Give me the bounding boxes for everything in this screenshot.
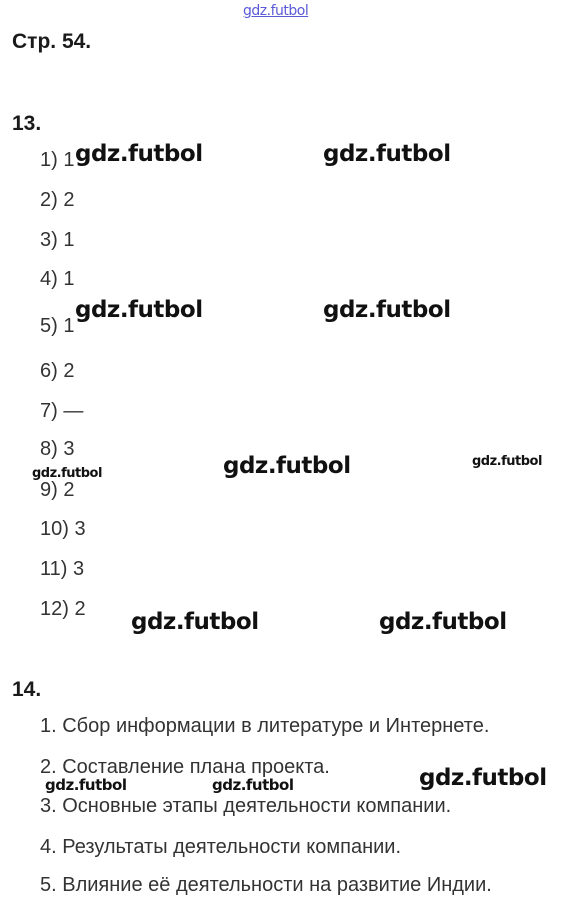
watermark: gdz.futbol bbox=[379, 609, 507, 635]
watermark: gdz.futbol bbox=[32, 466, 102, 481]
plan-item: 3. Основные этапы деятельности компании. bbox=[40, 795, 452, 817]
watermark: gdz.futbol bbox=[75, 141, 203, 167]
plan-item: 5. Влияние её деятельности на развитие Индии. bbox=[40, 874, 492, 896]
answer-item: 9) 2 bbox=[40, 479, 75, 501]
watermark: gdz.futbol bbox=[75, 297, 203, 323]
watermark: gdz.futbol bbox=[323, 297, 451, 323]
plan-item: 1. Сбор информации в литературе и Интернете. bbox=[40, 715, 490, 737]
answer-item: 11) 3 bbox=[40, 558, 85, 580]
answer-item: 6) 2 bbox=[40, 360, 75, 382]
task-14-number: 14. bbox=[12, 678, 42, 701]
plan-item: 2. Составление плана проекта. bbox=[40, 756, 330, 778]
answer-item: 4) 1 bbox=[40, 268, 75, 290]
page-title: Стр. 54. bbox=[12, 30, 92, 53]
watermark: gdz.futbol bbox=[472, 454, 542, 469]
watermark: gdz.futbol bbox=[131, 609, 259, 635]
watermark: gdz.futbol bbox=[212, 776, 294, 794]
answer-item: 7) — bbox=[40, 400, 84, 422]
watermark: gdz.futbol bbox=[223, 453, 351, 479]
watermark: gdz.futbol bbox=[45, 776, 127, 794]
answer-item: 8) 3 bbox=[40, 438, 75, 460]
watermark: gdz.futbol bbox=[323, 141, 451, 167]
watermark: gdz.futbol bbox=[419, 765, 547, 791]
plan-item: 4. Результаты деятельности компании. bbox=[40, 836, 402, 858]
watermark: gdz.futbol bbox=[243, 3, 309, 19]
answer-item: 2) 2 bbox=[40, 189, 75, 211]
task-13-number: 13. bbox=[12, 112, 42, 135]
answer-item: 5) 1 bbox=[40, 315, 75, 337]
answer-item: 12) 2 bbox=[40, 598, 86, 620]
answer-item: 3) 1 bbox=[40, 229, 75, 251]
answer-item: 1) 1 bbox=[40, 149, 75, 171]
answer-item: 10) 3 bbox=[40, 518, 86, 540]
